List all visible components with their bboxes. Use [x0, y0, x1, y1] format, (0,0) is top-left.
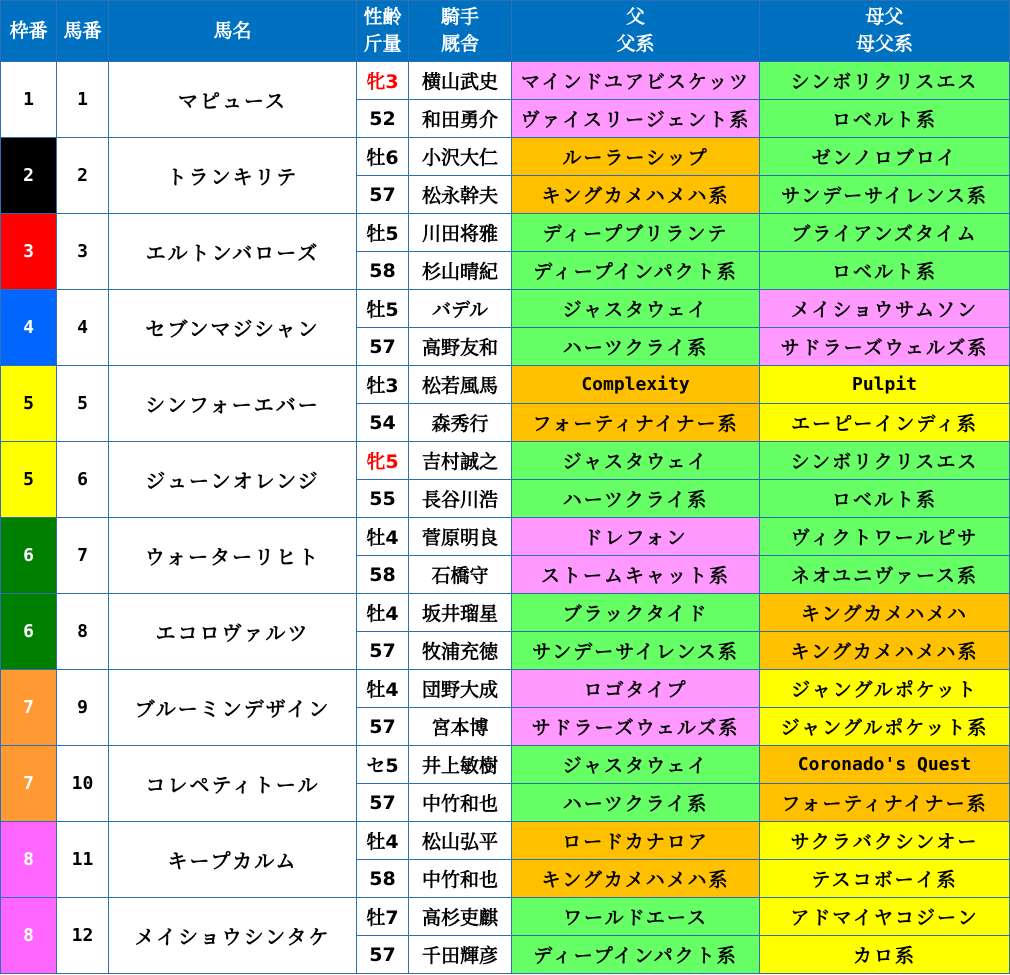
jockey-cell: 高杉吏麒 — [409, 898, 512, 936]
uma-number-cell: 4 — [57, 290, 109, 366]
trainer-cell: 森秀行 — [409, 404, 512, 442]
sex-age-cell: 牝3 — [357, 62, 409, 100]
sex-age-cell: 牡5 — [357, 290, 409, 328]
sire-line-cell: ハーツクライ系 — [512, 784, 760, 822]
waku-cell: 6 — [1, 594, 57, 670]
dam-sire-line-cell: キングカメハメハ系 — [760, 632, 1010, 670]
sex-age-cell: 牡4 — [357, 594, 409, 632]
waku-cell: 4 — [1, 290, 57, 366]
table-row — [1, 62, 1010, 100]
trainer-cell: 高野友和 — [409, 328, 512, 366]
dam-sire-line-cell: ネオユニヴァース系 — [760, 556, 1010, 594]
sex-age-cell: 牡4 — [357, 670, 409, 708]
entries-body — [1, 62, 1010, 974]
header-row — [1, 1, 1010, 62]
sex-age-cell: 牝5 — [357, 442, 409, 480]
dam-sire-line-cell: テスコボーイ系 — [760, 860, 1010, 898]
header-uma: 馬番 — [57, 1, 109, 62]
trainer-cell: 和田勇介 — [409, 100, 512, 138]
table-row — [1, 214, 1010, 252]
sire-line-cell: ディープインパクト系 — [512, 936, 760, 974]
weight-cell: 54 — [357, 404, 409, 442]
header-trainer: 厩舎 — [440, 33, 479, 55]
sire-cell: Complexity — [512, 366, 760, 404]
sex-age-cell: 牡5 — [357, 214, 409, 252]
waku-cell: 5 — [1, 442, 57, 518]
dam-sire-cell: メイショウサムソン — [760, 290, 1010, 328]
sire-line-cell: ストームキャット系 — [512, 556, 760, 594]
sire-cell: ルーラーシップ — [512, 138, 760, 176]
sire-cell: ワールドエース — [512, 898, 760, 936]
waku-cell: 7 — [1, 670, 57, 746]
weight-cell: 57 — [357, 176, 409, 214]
sex-age-cell: 牡3 — [357, 366, 409, 404]
header-dam-sire-line: 母父系 — [855, 33, 913, 55]
weight-cell: 58 — [357, 860, 409, 898]
sex-age-cell: 牡4 — [357, 822, 409, 860]
sex-age-cell: 牡7 — [357, 898, 409, 936]
uma-number-cell: 6 — [57, 442, 109, 518]
sire-line-cell: ハーツクライ系 — [512, 480, 760, 518]
weight-cell: 58 — [357, 556, 409, 594]
sire-line-cell: キングカメハメハ系 — [512, 860, 760, 898]
header-sire-name: 父 — [625, 6, 645, 28]
uma-number-cell: 8 — [57, 594, 109, 670]
jockey-cell: 松山弘平 — [409, 822, 512, 860]
uma-number-cell: 7 — [57, 518, 109, 594]
horse-name-cell: トランキリテ — [109, 138, 357, 214]
uma-number-cell: 1 — [57, 62, 109, 138]
trainer-cell: 松永幹夫 — [409, 176, 512, 214]
waku-cell: 6 — [1, 518, 57, 594]
dam-sire-line-cell: ロベルト系 — [760, 100, 1010, 138]
horse-name-cell: コレペティトール — [109, 746, 357, 822]
trainer-cell: 石橋守 — [409, 556, 512, 594]
table-row — [1, 138, 1010, 176]
dam-sire-cell: Pulpit — [760, 366, 1010, 404]
jockey-cell: 川田将雅 — [409, 214, 512, 252]
trainer-cell: 千田輝彦 — [409, 936, 512, 974]
sire-cell: ドレフォン — [512, 518, 760, 556]
uma-number-cell: 3 — [57, 214, 109, 290]
jockey-cell: 団野大成 — [409, 670, 512, 708]
jockey-cell: 横山武史 — [409, 62, 512, 100]
trainer-cell: 杉山晴紀 — [409, 252, 512, 290]
header-jockey: 騎手 — [440, 6, 479, 28]
dam-sire-line-cell: カロ系 — [760, 936, 1010, 974]
header-dam-sire — [760, 1, 1010, 62]
weight-cell: 55 — [357, 480, 409, 518]
header-weight: 斤量 — [363, 33, 402, 55]
uma-number-cell: 12 — [57, 898, 109, 974]
sire-line-cell: ヴァイスリージェント系 — [512, 100, 760, 138]
horse-name-cell: ジューンオレンジ — [109, 442, 357, 518]
jockey-cell: 吉村誠之 — [409, 442, 512, 480]
weight-cell: 57 — [357, 328, 409, 366]
horse-name-cell: ブルーミンデザイン — [109, 670, 357, 746]
horse-name-cell: マピュース — [109, 62, 357, 138]
sire-line-cell: ハーツクライ系 — [512, 328, 760, 366]
trainer-cell: 中竹和也 — [409, 860, 512, 898]
uma-number-cell: 10 — [57, 746, 109, 822]
jockey-cell: 坂井瑠星 — [409, 594, 512, 632]
sire-cell: ブラックタイド — [512, 594, 760, 632]
uma-number-cell: 5 — [57, 366, 109, 442]
jockey-cell: 井上敏樹 — [409, 746, 512, 784]
sire-cell: ジャスタウェイ — [512, 746, 760, 784]
sire-line-cell: キングカメハメハ系 — [512, 176, 760, 214]
jockey-cell: 松若風馬 — [409, 366, 512, 404]
sex-age-cell: セ5 — [357, 746, 409, 784]
dam-sire-cell: ヴィクトワールピサ — [760, 518, 1010, 556]
trainer-cell: 長谷川浩 — [409, 480, 512, 518]
dam-sire-line-cell: サンデーサイレンス系 — [760, 176, 1010, 214]
horse-name-cell: ウォーターリヒト — [109, 518, 357, 594]
dam-sire-cell: ゼンノロブロイ — [760, 138, 1010, 176]
horse-name-cell: エルトンバローズ — [109, 214, 357, 290]
sire-cell: ロゴタイプ — [512, 670, 760, 708]
horse-name-cell: エコロヴァルツ — [109, 594, 357, 670]
dam-sire-cell: シンボリクリスエス — [760, 62, 1010, 100]
weight-cell: 58 — [357, 252, 409, 290]
sire-cell: ロードカナロア — [512, 822, 760, 860]
header-sexage: 性齢 — [363, 6, 402, 28]
header-sexage-weight — [357, 1, 409, 62]
uma-number-cell: 9 — [57, 670, 109, 746]
waku-cell: 2 — [1, 138, 57, 214]
table-row — [1, 442, 1010, 480]
waku-cell: 5 — [1, 366, 57, 442]
waku-cell: 3 — [1, 214, 57, 290]
waku-cell: 1 — [1, 62, 57, 138]
dam-sire-line-cell: ロベルト系 — [760, 480, 1010, 518]
weight-cell: 57 — [357, 784, 409, 822]
uma-number-cell: 2 — [57, 138, 109, 214]
sire-cell: ディープブリランテ — [512, 214, 760, 252]
dam-sire-line-cell: ロベルト系 — [760, 252, 1010, 290]
weight-cell: 57 — [357, 936, 409, 974]
horse-name-cell: メイショウシンタケ — [109, 898, 357, 974]
horse-name-cell: キープカルム — [109, 822, 357, 898]
dam-sire-cell: アドマイヤコジーン — [760, 898, 1010, 936]
table-row — [1, 290, 1010, 328]
uma-number-cell: 11 — [57, 822, 109, 898]
sex-age-cell: 牡6 — [357, 138, 409, 176]
header-waku: 枠番 — [1, 1, 57, 62]
weight-cell: 57 — [357, 708, 409, 746]
jockey-cell: 菅原明良 — [409, 518, 512, 556]
header-name: 馬名 — [109, 1, 357, 62]
waku-cell: 8 — [1, 898, 57, 974]
trainer-cell: 牧浦充徳 — [409, 632, 512, 670]
sire-cell: マインドユアビスケッツ — [512, 62, 760, 100]
table-row — [1, 366, 1010, 404]
jockey-cell: 小沢大仁 — [409, 138, 512, 176]
trainer-cell: 宮本博 — [409, 708, 512, 746]
table-row — [1, 594, 1010, 632]
table-row — [1, 518, 1010, 556]
dam-sire-cell: キングカメハメハ — [760, 594, 1010, 632]
weight-cell: 52 — [357, 100, 409, 138]
sire-cell: ジャスタウェイ — [512, 290, 760, 328]
table-row — [1, 746, 1010, 784]
dam-sire-cell: シンボリクリスエス — [760, 442, 1010, 480]
header-sire-line: 父系 — [616, 33, 655, 55]
sire-line-cell: フォーティナイナー系 — [512, 404, 760, 442]
sire-line-cell: サンデーサイレンス系 — [512, 632, 760, 670]
dam-sire-cell: Coronado's Quest — [760, 746, 1010, 784]
dam-sire-line-cell: ジャングルポケット系 — [760, 708, 1010, 746]
header-dam-sire-name: 母父 — [865, 6, 904, 28]
header-jockey-trainer — [409, 1, 512, 62]
table-row — [1, 898, 1010, 936]
dam-sire-cell: ブライアンズタイム — [760, 214, 1010, 252]
trainer-cell: 中竹和也 — [409, 784, 512, 822]
horse-name-cell: セブンマジシャン — [109, 290, 357, 366]
dam-sire-line-cell: サドラーズウェルズ系 — [760, 328, 1010, 366]
horse-name-cell: シンフォーエバー — [109, 366, 357, 442]
dam-sire-line-cell: エーピーインディ系 — [760, 404, 1010, 442]
waku-cell: 8 — [1, 822, 57, 898]
dam-sire-line-cell: フォーティナイナー系 — [760, 784, 1010, 822]
header-sire — [512, 1, 760, 62]
sire-cell: ジャスタウェイ — [512, 442, 760, 480]
dam-sire-cell: ジャングルポケット — [760, 670, 1010, 708]
waku-cell: 7 — [1, 746, 57, 822]
sex-age-cell: 牡4 — [357, 518, 409, 556]
jockey-cell: バデル — [409, 290, 512, 328]
sire-line-cell: ディープインパクト系 — [512, 252, 760, 290]
dam-sire-cell: サクラバクシンオー — [760, 822, 1010, 860]
table-row — [1, 670, 1010, 708]
table-row — [1, 822, 1010, 860]
weight-cell: 57 — [357, 632, 409, 670]
sire-line-cell: サドラーズウェルズ系 — [512, 708, 760, 746]
